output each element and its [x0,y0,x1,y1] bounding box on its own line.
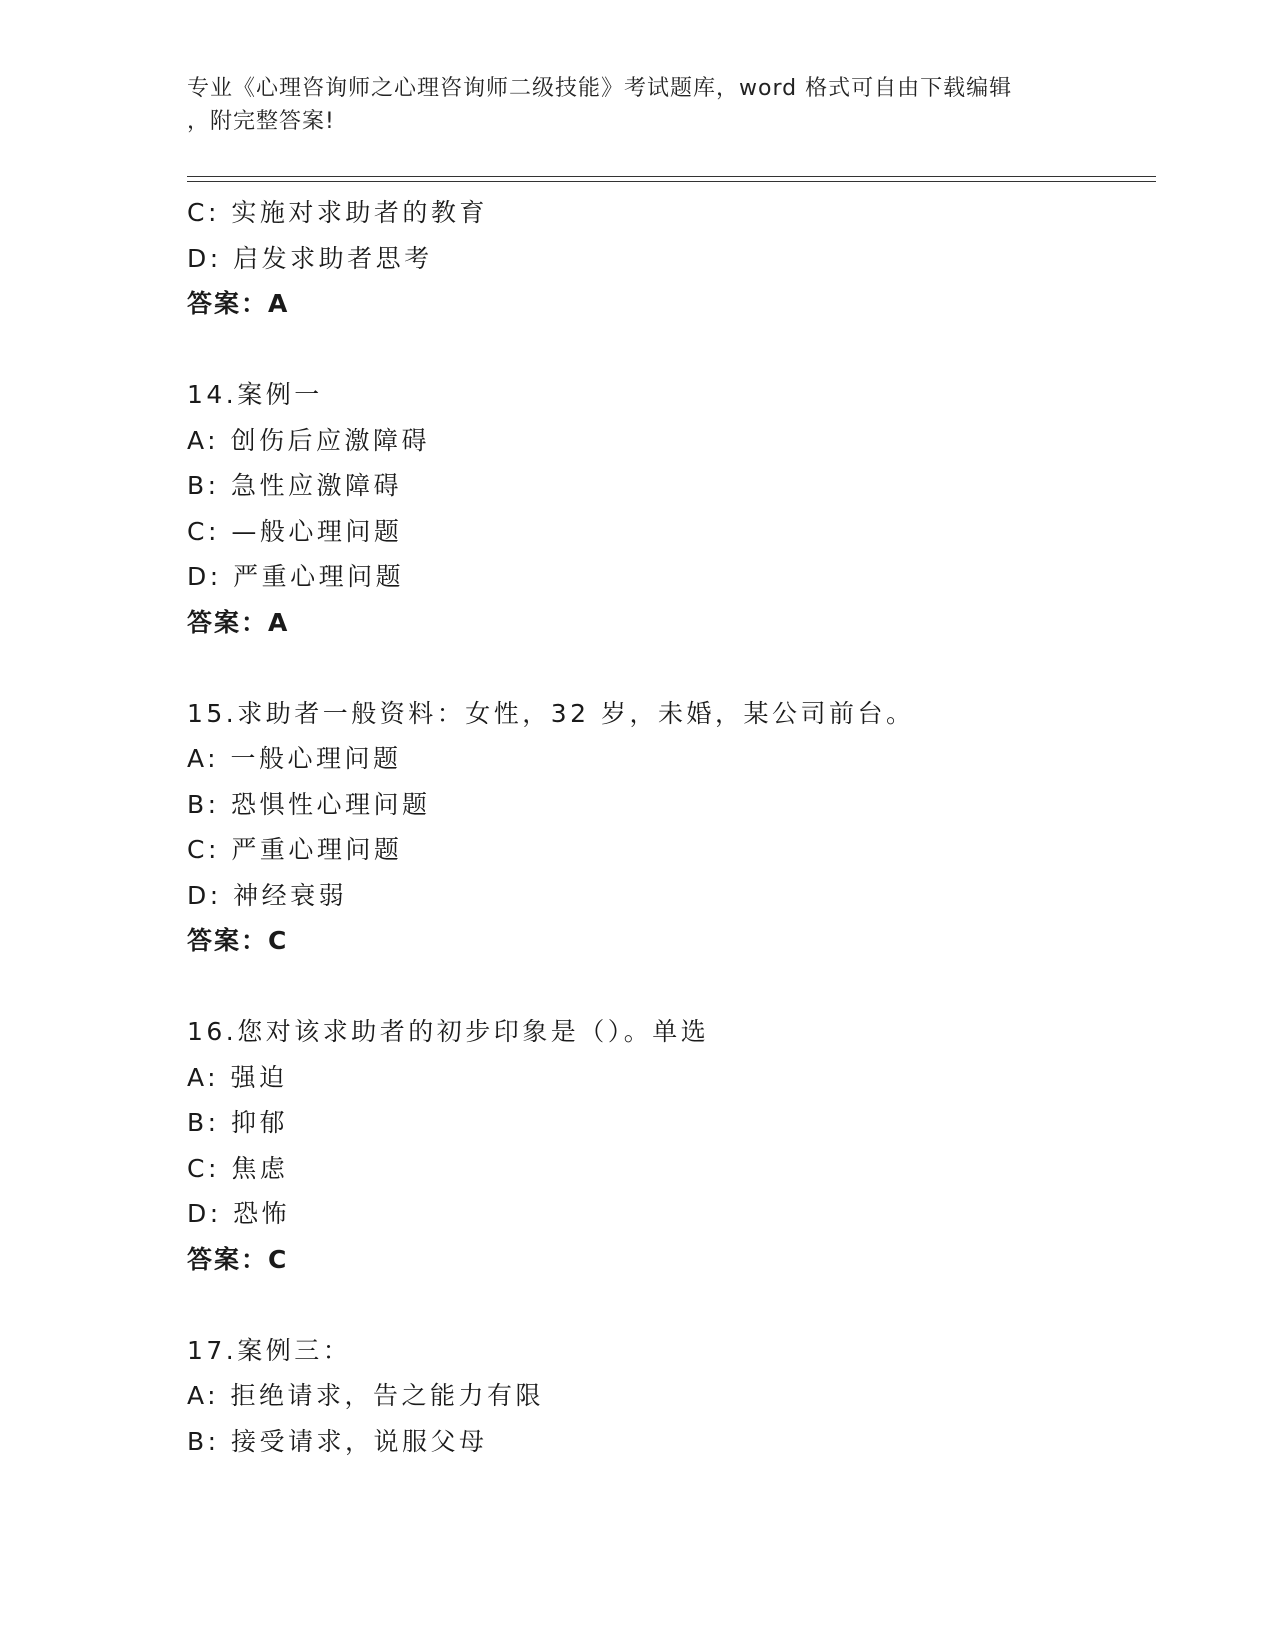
option-a: A: 强迫 [187,1062,288,1092]
question-14 [187,372,1147,645]
option-c: C: —般心理问题 [187,516,403,546]
document-header [187,72,1087,138]
header-line-2: ，附完整答案! [187,109,335,134]
question-stem: 15.求助者一般资料：女性，32 岁，未婚，某公司前台。 [187,698,915,728]
header-line-1: 专业《心理咨询师之心理咨询师二级技能》考试题库，word 格式可自由下载编辑 [187,76,1013,101]
header-divider-top [187,176,1156,177]
header-divider-bottom [187,181,1156,182]
option-d: D: 启发求助者思考 [187,243,433,273]
answer: 答案：C [187,1244,289,1274]
option-d: D: 严重心理问题 [187,562,405,591]
question-stem: 16.您对该求助者的初步印象是（）。单选 [187,1017,710,1046]
option-d: D: 神经衰弱 [187,880,348,910]
option-a: A: 创伤后应激障碍 [187,425,431,455]
option-a: A: 一般心理问题 [187,744,402,773]
answer: 答案：A [187,289,290,318]
spacer [187,327,1147,373]
question-stem: 17.案例三： [187,1335,352,1365]
answer: 答案：C [187,926,289,955]
option-b: B: 抑郁 [187,1108,289,1137]
option-c: C: 焦虑 [187,1153,289,1183]
question-stem: 14.案例一 [187,380,323,409]
question-16 [187,1009,1147,1282]
option-d: D: 恐怖 [187,1199,291,1228]
question-13 [187,190,1147,327]
question-list [187,190,1147,1464]
spacer [187,1282,1147,1328]
option-c: C: 实施对求助者的教育 [187,198,488,227]
spacer [187,645,1147,691]
answer: 答案：A [187,607,290,637]
question-17 [187,1328,1147,1465]
spacer [187,964,1147,1010]
option-b: B: 恐惧性心理问题 [187,789,431,819]
option-a: A: 拒绝请求，告之能力有限 [187,1381,545,1410]
option-b: B: 急性应激障碍 [187,471,403,500]
question-15 [187,691,1147,964]
option-c: C: 严重心理问题 [187,835,403,864]
option-b: B: 接受请求，说服父母 [187,1426,488,1456]
